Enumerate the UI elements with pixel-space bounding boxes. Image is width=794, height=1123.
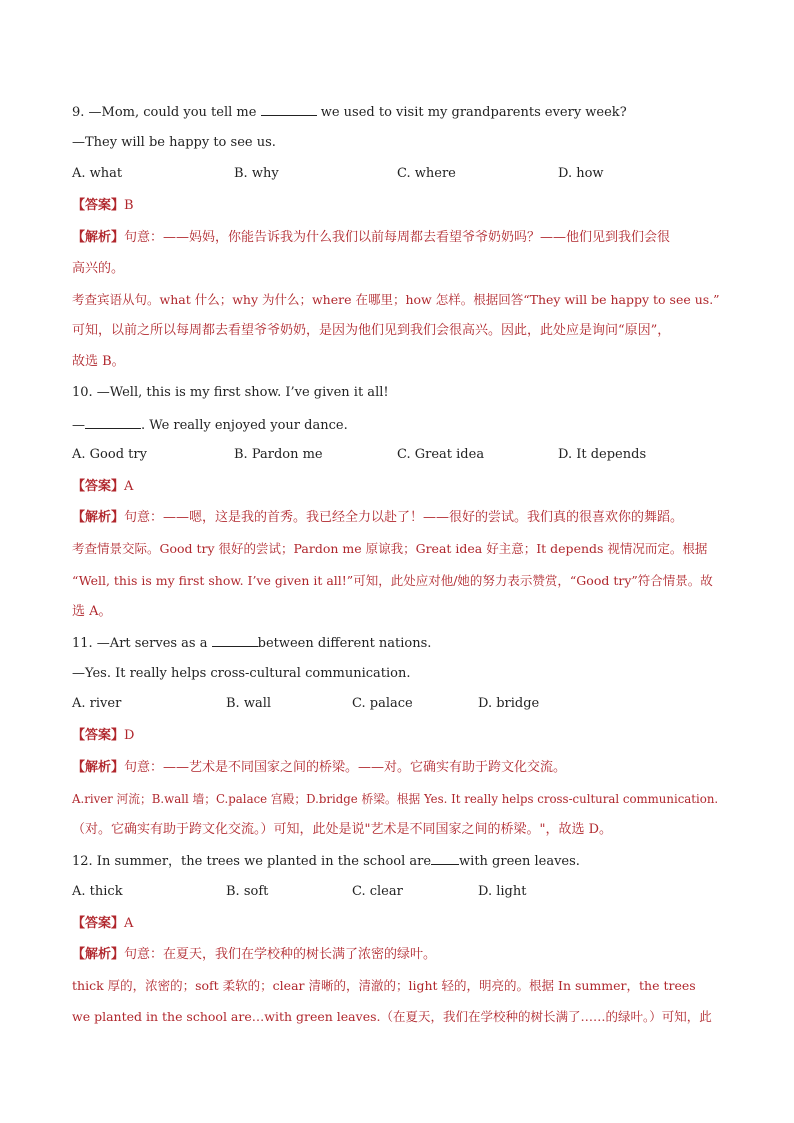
q12-answer (72, 915, 133, 933)
q11-option-d: D. bridge (478, 696, 540, 711)
q9-analysis-line-4: 可知，以前之所以每周都去看望爷爷奶奶，是因为他们见到我们会很高兴。因此，此处应是询问“原因”， (72, 323, 671, 338)
analysis-text: 句意：——妈妈，你能告诉我为什么我们以前每周都去看望爷爷奶奶吗？——他们见到我们会很 (124, 230, 671, 245)
question-10-reply (72, 416, 348, 435)
q10-option-d: D. It depends (558, 447, 647, 462)
q11-option-b: B. wall (226, 696, 272, 711)
q12-option-d: D. light (478, 884, 527, 899)
q12-option-b: B. soft (226, 884, 269, 899)
q10-analysis-line-3: “Well, this is my first show. I’ve given it all!”可知，此处应对他/她的努力表示赞赏，“Good try”符合情景。故 (72, 573, 713, 588)
q12-analysis-line-1 (72, 946, 436, 964)
q12-analysis-line-2: thick 厚的，浓密的；soft 柔软的；clear 清晰的，清澈的；light 轻的，明亮的。根据 In summer，the trees (72, 978, 696, 993)
q11-option-a: A. river (72, 696, 122, 711)
q9-answer (72, 197, 134, 215)
question-10-reply-end: . We really enjoyed your dance. (141, 418, 348, 433)
answer-tag: 【答案】 (72, 479, 125, 494)
question-10: 10. —Well, this is my first show. I’ve given it all! (72, 385, 389, 400)
analysis-tag: 【解析】 (72, 760, 125, 775)
q9-option-b: B. why (234, 166, 279, 181)
answer-blank (431, 852, 459, 865)
answer-value: B (124, 198, 134, 213)
answer-blank (85, 416, 141, 429)
q9-analysis-line-5: 故选 B。 (72, 354, 125, 369)
question-11-text-start: 11. —Art serves as a (72, 636, 212, 651)
question-12 (72, 852, 580, 871)
q10-option-c: C. Great idea (397, 447, 485, 462)
q12-option-c: C. clear (352, 884, 403, 899)
q9-option-a: A. what (72, 166, 123, 181)
answer-tag: 【答案】 (72, 916, 125, 931)
q9-analysis-line-3: 考查宾语从句。what 什么；why 为什么；where 在哪里；how 怎样。根据回答“They will be happy to see us.” (72, 292, 720, 307)
answer-blank (212, 634, 258, 647)
question-9-text-start: 9. —Mom, could you tell me (72, 105, 261, 120)
q10-analysis-line-2: 考查情景交际。Good try 很好的尝试；Pardon me 原谅我；Great idea 好主意；It depends 视情况而定。根据 (72, 541, 708, 556)
question-9 (72, 103, 627, 122)
q9-analysis-line-1 (72, 229, 670, 247)
q9-analysis-line-2: 高兴的。 (72, 261, 125, 276)
analysis-tag: 【解析】 (72, 510, 125, 525)
analysis-text: 句意：——嗯，这是我的首秀。我已经全力以赴了！——很好的尝试。我们真的很喜欢你的舞蹈。 (124, 510, 684, 525)
q11-analysis-line-2: A.river 河流；B.wall 墙；C.palace 宫殿；D.bridge 桥梁。根据 Yes. It really helps cross-cultural communication. (72, 792, 719, 806)
q10-option-a: A. Good try (72, 447, 147, 462)
q10-answer (72, 478, 133, 496)
q9-option-d: D. how (558, 166, 604, 181)
analysis-tag: 【解析】 (72, 230, 125, 245)
answer-blank (261, 103, 317, 116)
q11-answer (72, 727, 134, 745)
question-9-text-end: we used to visit my grandparents every week? (316, 105, 627, 120)
q12-analysis-line-3: we planted in the school are…with green leaves.（在夏天，我们在学校种的树长满了……的绿叶。）可知，此 (72, 1009, 712, 1024)
q11-analysis-line-3: （对。它确实有助于跨文化交流。）可知，此处是说"艺术是不同国家之间的桥梁。"，故选 D。 (72, 822, 613, 837)
q11-option-c: C. palace (352, 696, 413, 711)
q12-option-a: A. thick (72, 884, 123, 899)
answer-value: D (124, 728, 135, 743)
question-12-text-start: 12. In summer，the trees we planted in the school are (72, 854, 432, 869)
answer-tag: 【答案】 (72, 728, 125, 743)
question-9-reply: —They will be happy to see us. (72, 135, 276, 150)
answer-tag: 【答案】 (72, 198, 125, 213)
q10-analysis-line-4: 选 A。 (72, 604, 112, 619)
question-10-reply-start: — (72, 418, 85, 433)
analysis-text: 句意：——艺术是不同国家之间的桥梁。——对。它确实有助于跨文化交流。 (124, 760, 567, 775)
answer-value: A (124, 479, 134, 494)
q11-analysis-line-1 (72, 759, 566, 777)
answer-value: A (124, 916, 134, 931)
question-11 (72, 634, 431, 653)
analysis-text: 句意：在夏天，我们在学校种的树长满了浓密的绿叶。 (124, 947, 437, 962)
q10-option-b: B. Pardon me (234, 447, 323, 462)
question-11-text-end: between different nations. (257, 636, 432, 651)
q9-option-c: C. where (397, 166, 456, 181)
question-11-reply: —Yes. It really helps cross-cultural communication. (72, 666, 411, 681)
question-12-text-end: with green leaves. (459, 854, 580, 869)
analysis-tag: 【解析】 (72, 947, 125, 962)
q10-analysis-line-1 (72, 509, 683, 527)
